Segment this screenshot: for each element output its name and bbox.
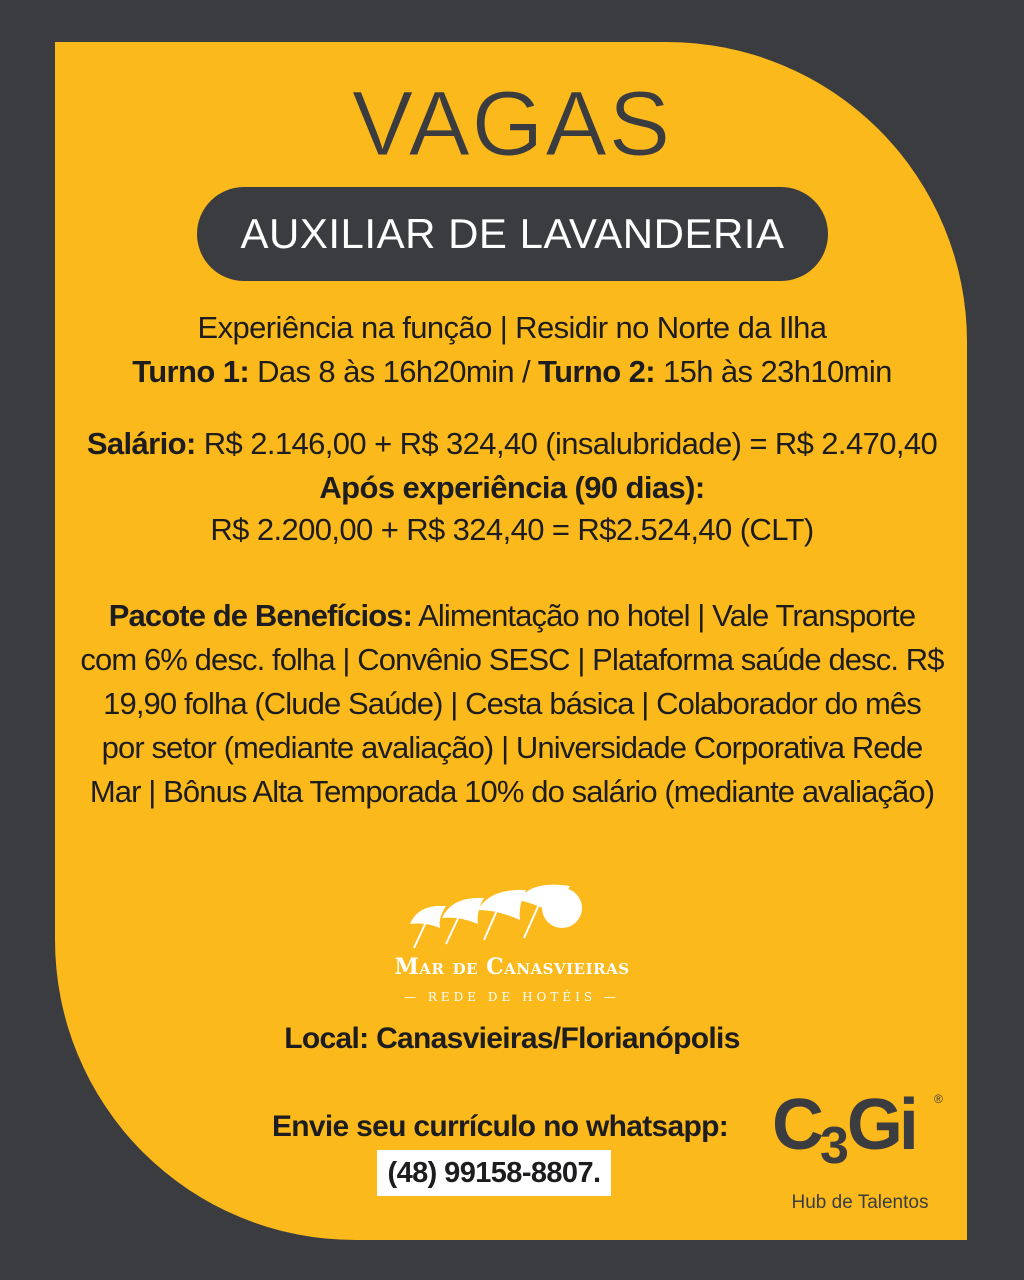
shift1-value: Das 8 às 16h20min /: [257, 354, 531, 389]
shifts-line: [60, 350, 964, 394]
brand-tagline: Hub de Talentos: [791, 1192, 929, 1213]
benefits-label: Pacote de Benefícios:: [108, 598, 413, 633]
benefits-text: Alimentação no hotel | Vale Transporte com 6% desc. folha | Convênio SESC | Plataforma saúde desc. R$ 19,90 folha (Clude Saúde) | Cesta básica | Colaborador do mês por setor (mediante avaliação) | Universidade Corporativa Rede Mar | Bônus Alta Temporada 10% do salário (mediante avaliação): [80, 598, 944, 809]
position-pill: AUXILIAR DE LAVANDERIA: [197, 187, 828, 281]
hotel-logo: [380, 878, 644, 1012]
salary-label: Salário:: [86, 426, 196, 461]
shift2-label: Turno 2:: [538, 354, 655, 389]
salary-line: [60, 422, 964, 466]
shift1-label: Turno 1:: [132, 354, 250, 389]
hotel-name: Mar de Canasvieiras: [394, 954, 630, 980]
umbrellas-icon: [380, 878, 644, 954]
after-experience-label: Após experiência (90 dias):: [319, 470, 705, 505]
contact-label: Envie seu currículo no whatsapp:: [271, 1110, 729, 1143]
c3gi-logo: C3Gi: [772, 1085, 915, 1175]
whatsapp-number[interactable]: (48) 99158-8807.: [377, 1150, 611, 1196]
benefits-paragraph: [80, 594, 944, 814]
hotel-subtitle: — REDE DE HOTÉIS —: [404, 990, 620, 1004]
after-experience-value: R$ 2.200,00 + R$ 324,40 = R$2.524,40 (CLT): [210, 512, 814, 547]
requirements-text: Experiência na função | Residir no Norte da Ilha: [197, 310, 827, 345]
location-text: Local: Canasvieiras/Florianópolis: [284, 1022, 740, 1055]
registered-mark: ®: [934, 1092, 943, 1106]
headline: VAGAS: [351, 73, 673, 175]
salary-value: R$ 2.146,00 + R$ 324,40 (insalubridade) = R$ 2.470,40: [203, 426, 938, 461]
shift2-value: 15h às 23h10min: [662, 354, 892, 389]
